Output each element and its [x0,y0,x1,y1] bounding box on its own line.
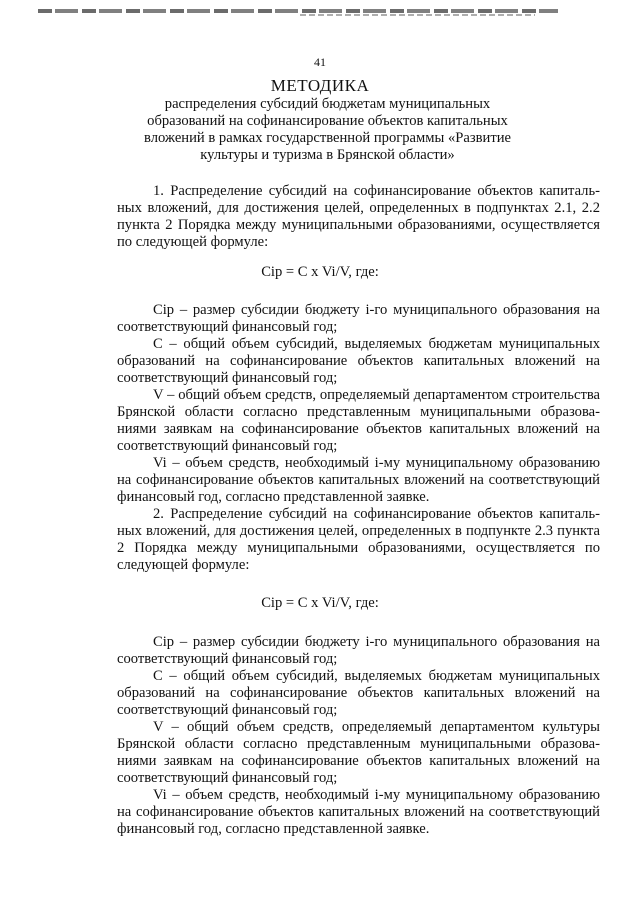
scan-artifact-top-secondary [300,14,535,16]
definition-cip: Cip – размер субсидии бюджету i-го муниципального образования на соответствующий финансовый год; [117,302,600,335]
scan-artifact-top [38,9,558,13]
section-2-intro-paragraph: 2. Распределение субсидий на софинансирование объектов капитальных вложений, для достижения целей, определенных в подпункте 2.3 пункта 2 Порядка между муниципальными образованиями, осуществляется по следующей формуле: [117,506,600,573]
definition-vi: Vi – объем средств, необходимый i-му муниципальному образованию на софинансирование объектов капитальных вложений на соответствующий финансовый год, согласно представленной заявке. [117,455,600,505]
definition-v: V – общий объем средств, определяемый департаментом строительства Брянской области согласно представленным муниципальными образованиями заявкам на софинансирование объектов капитальных вложений на соответствующий финансовый год; [117,387,600,454]
definition-c: C – общий объем субсидий, выделяемых бюджетам муниципальных образований на софинансирование объектов капитальных вложений на соответствующий финансовый год; [117,668,600,718]
section-1-definitions [117,302,600,574]
definition-cip: Cip – размер субсидии бюджету i-го муниципального образования на соответствующий финансовый год; [117,634,600,667]
section-1-intro [117,183,600,251]
formula-2: Cip = C x Vi/V, где: [261,595,379,611]
page-number: 41 [314,55,326,69]
section-2-definitions [117,634,600,838]
definition-vi: Vi – объем средств, необходимый i-му муниципальному образованию на софинансирование объектов капитальных вложений на соответствующий финансовый год, согласно представленной заявке. [117,787,600,837]
formula-1: Cip = C x Vi/V, где: [261,264,379,280]
definition-c: C – общий объем субсидий, выделяемых бюджетам муниципальных образований на софинансирование объектов капитальных вложений на соответствующий финансовый год; [117,336,600,386]
document-title: МЕТОДИКА [270,76,370,95]
document-subtitle: распределения субсидий бюджетам муниципальных образований на софинансирование объектов капитальных вложений в рамках государственной программы «Развитие культуры и туризма в Брянской области» [144,96,511,163]
definition-v: V – общий объем средств, определяемый департаментом культуры Брянской области согласно представленным муниципальными образованиями заявкам на софинансирование объектов капитальных вложений на соответствующий финансовый год; [117,719,600,786]
section-1-intro-paragraph: 1. Распределение субсидий на софинансирование объектов капитальных вложений, для достижения целей, определенных в подпунктах 2.1, 2.2 пункта 2 Порядка между муниципальными образованиями, осуществляется по следующей формуле: [117,183,600,250]
